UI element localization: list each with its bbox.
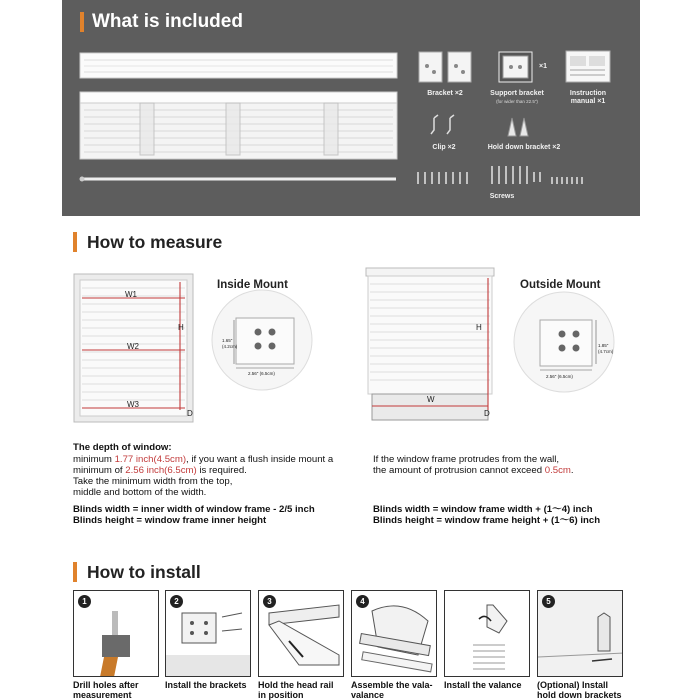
install-step-3 <box>258 590 344 677</box>
depth-title: The depth of window: <box>73 442 172 453</box>
included-illustrations <box>62 0 640 216</box>
inside-dim-h: 2.56" (6.5cm) <box>248 371 275 376</box>
clip-label: Clip ×2 <box>432 144 456 151</box>
step-5-caption: (Optional) Install hold down brackets <box>537 680 622 700</box>
install-step-4 <box>351 590 437 677</box>
step-number: 3 <box>263 595 276 608</box>
install-step-2 <box>165 590 251 677</box>
step-number: 2 <box>170 595 183 608</box>
screws-image <box>418 166 582 184</box>
step-number: 5 <box>542 595 555 608</box>
valance-image <box>80 53 397 78</box>
support-bracket-image <box>499 52 532 82</box>
manual-image <box>566 51 610 82</box>
step-valance-caption: Install the valance <box>444 680 522 690</box>
install-accent-bar <box>73 562 77 582</box>
screws-label: Screws <box>489 193 515 200</box>
outside-mount-title: Outside Mount <box>520 279 601 291</box>
inside-height-formula: Blinds height = window frame inner height <box>73 515 267 526</box>
wand-image <box>80 177 397 182</box>
support-label: Support bracket <box>490 90 544 97</box>
hold-down-image <box>508 118 528 136</box>
valance-clip-icon <box>445 591 530 677</box>
outside-w-label: W <box>427 395 435 404</box>
support-qty: ×1 <box>539 63 547 70</box>
outside-note-1: If the window frame protrudes from the wall, <box>373 454 560 465</box>
outside-d-label: D <box>484 409 490 418</box>
inside-dim-v: 1.65" (4.2cm) <box>222 338 238 349</box>
depth-line-4: middle and bottom of the width. <box>73 487 207 498</box>
step-1-caption: Drill holes after measurement <box>73 680 139 700</box>
included-title: What is included <box>92 11 243 32</box>
outside-width-formula: Blinds width = window frame width + (1～4) inch <box>373 504 593 515</box>
step-3-caption: Hold the head rail in position <box>258 680 334 700</box>
inside-w1-label: W1 <box>125 290 137 299</box>
measure-title: How to measure <box>87 232 223 252</box>
install-title: How to install <box>87 562 201 582</box>
outside-dim-v: 1.85" (4.7cm) <box>598 343 614 354</box>
step-2-caption: Install the brackets <box>165 680 247 690</box>
install-step-1 <box>73 590 159 677</box>
step-4-caption: Assemble the vala- valance <box>351 680 433 700</box>
hold-down-label: Hold down bracket ×2 <box>487 144 561 151</box>
step-number: 1 <box>78 595 91 608</box>
install-step-5 <box>537 590 623 677</box>
included-panel <box>62 0 640 216</box>
depth-line-3: Take the minimum width from the top, <box>73 476 233 487</box>
inside-mount-title: Inside Mount <box>217 279 288 291</box>
step-number: 4 <box>356 595 369 608</box>
outside-dim-h: 2.56" (6.5cm) <box>546 374 573 379</box>
depth-line-1: minimum 1.77 inch(4.5cm), if you want a flush inside mount a <box>73 454 334 465</box>
bracket-label: Bracket ×2 <box>427 90 463 97</box>
manual-label: Instruction manual ×1 <box>569 90 607 106</box>
install-step-valance <box>444 590 530 677</box>
outside-note-2: the amount of protrusion cannot exceed 0.5cm. <box>373 465 574 476</box>
inside-d-label: D <box>187 409 193 418</box>
outside-height-formula: Blinds height = window frame height + (1～6) inch <box>373 515 601 526</box>
inside-w2-label: W2 <box>127 342 139 351</box>
inside-h-label: H <box>178 323 184 332</box>
depth-line-2: minimum of 2.56 inch(6.5cm) is required. <box>73 465 247 476</box>
inside-width-formula: Blinds width = inner width of window frame - 2/5 inch <box>73 504 315 515</box>
measure-accent-bar <box>73 232 77 252</box>
blinds-stack-image <box>80 92 397 159</box>
clip-image <box>431 115 454 134</box>
inside-w3-label: W3 <box>127 400 139 409</box>
outside-h-label: H <box>476 323 482 332</box>
bracket-image <box>419 52 471 82</box>
support-note: (for wider than 22.5") <box>496 99 538 104</box>
